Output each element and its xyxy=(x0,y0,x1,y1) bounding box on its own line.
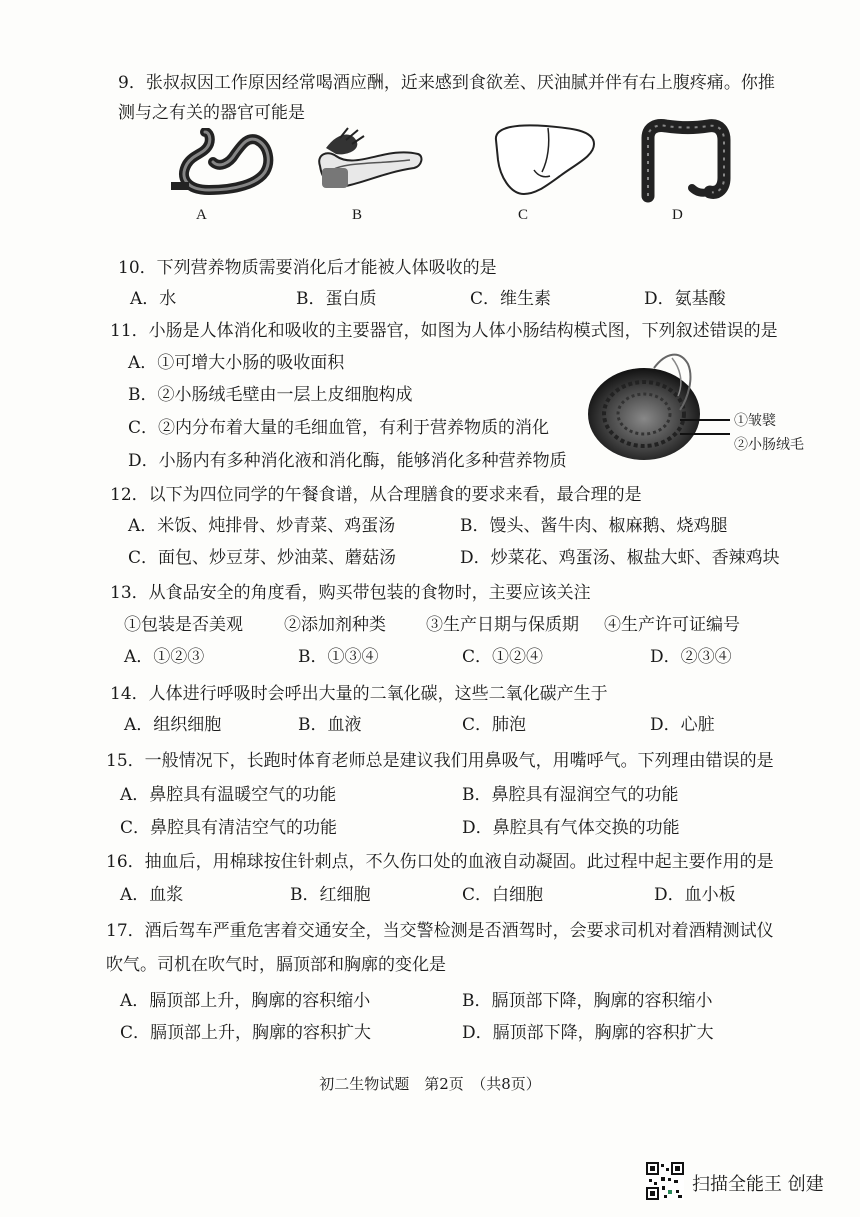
label-plicae: ①皱襞 xyxy=(734,414,776,429)
q11-option-a: A．①可增大小肠的吸收面积 xyxy=(128,353,345,373)
q14-stem: 14．人体进行呼吸时会呼出大量的二氧化碳，这些二氧化碳产生于 xyxy=(110,684,608,704)
label-villi: ②小肠绒毛 xyxy=(734,438,804,453)
q17-option-a: A．膈顶部上升，胸廓的容积缩小 xyxy=(120,991,371,1011)
q10-option-b: B．蛋白质 xyxy=(296,289,377,309)
q14-option-c: C．肺泡 xyxy=(462,715,527,735)
q11-stem: 11．小肠是人体消化和吸收的主要器官，如图为人体小肠结构模式图，下列叙述错误的是 xyxy=(110,321,778,341)
q16-option-c: C．白细胞 xyxy=(462,885,544,905)
q11-option-c: C．②内分布着大量的毛细血管，有利于营养物质的消化 xyxy=(128,418,550,438)
q15-option-d: D．鼻腔具有气体交换的功能 xyxy=(462,818,680,838)
q16-option-b: B．红细胞 xyxy=(290,885,371,905)
q17-stem-line1: 17．酒后驾车严重危害着交通安全，当交警检测是否酒驾时，会要求司机对着酒精测试仪 xyxy=(106,921,774,941)
qr-code-icon xyxy=(646,1162,684,1200)
q16-option-a: A．血浆 xyxy=(120,885,184,905)
q9-stem-line1: 9．张叔叔因工作原因经常喝酒应酬，近来感到食欲差、厌油腻并伴有右上腹疼痛。你推 xyxy=(118,73,775,93)
page-footer: 初二生物试题 第2页 （共8页） xyxy=(319,1075,541,1093)
q15-option-b: B．鼻腔具有湿润空气的功能 xyxy=(462,785,679,805)
q12-option-a: A．米饭、炖排骨、炒青菜、鸡蛋汤 xyxy=(128,516,396,536)
q9-label-d: D xyxy=(672,207,683,223)
pointer-lines xyxy=(680,412,730,442)
q13-item-1: ①包装是否美观 xyxy=(124,615,243,635)
q16-stem: 16．抽血后，用棉球按住针刺点，不久伤口处的血液自动凝固。此过程中起主要作用的是 xyxy=(106,852,774,872)
q17-option-c: C．膈顶部上升，胸廓的容积扩大 xyxy=(120,1023,372,1043)
q14-option-a: A．组织细胞 xyxy=(124,715,222,735)
q17-option-d: D．膈顶部下降，胸廓的容积扩大 xyxy=(462,1023,714,1043)
q10-option-a: A．水 xyxy=(130,289,177,309)
pancreas-icon xyxy=(306,126,426,196)
q13-option-d: D．②③④ xyxy=(650,647,732,667)
q15-option-a: A．鼻腔具有温暖空气的功能 xyxy=(120,785,337,805)
q17-stem-line2: 吹气。司机在吹气时，膈顶部和胸廓的变化是 xyxy=(106,955,446,975)
q11-option-b: B．②小肠绒毛壁由一层上皮细胞构成 xyxy=(128,385,413,405)
q13-item-3: ③生产日期与保质期 xyxy=(426,615,579,635)
q10-option-d: D．氨基酸 xyxy=(644,289,726,309)
q12-option-c: C．面包、炒豆芽、炒油菜、蘑菇汤 xyxy=(128,548,397,568)
q9-label-a: A xyxy=(196,207,207,223)
q12-stem: 12．以下为四位同学的午餐食谱，从合理膳食的要求来看，最合理的是 xyxy=(110,485,642,505)
scanner-watermark xyxy=(646,1162,846,1202)
q13-stem: 13．从食品安全的角度看，购买带包装的食物时，主要应该关注 xyxy=(110,583,591,603)
stomach-icon xyxy=(165,128,275,200)
q12-option-d: D．炒菜花、鸡蛋汤、椒盐大虾、香辣鸡块 xyxy=(460,548,780,568)
q10-option-c: C．维生素 xyxy=(470,289,552,309)
q13-option-b: B．①③④ xyxy=(298,647,379,667)
q13-option-a: A．①②③ xyxy=(124,647,205,667)
q14-option-d: D．心脏 xyxy=(650,715,715,735)
q15-stem: 15．一般情况下，长跑时体育老师总是建议我们用鼻吸气，用嘴呼气。下列理由错误的是 xyxy=(106,751,774,771)
q13-item-4: ④生产许可证编号 xyxy=(604,615,740,635)
q16-option-d: D．血小板 xyxy=(654,885,736,905)
q12-option-b: B．馒头、酱牛肉、椒麻鹅、烧鸡腿 xyxy=(460,516,728,536)
q13-item-2: ②添加剂种类 xyxy=(284,615,386,635)
q17-option-b: B．膈顶部下降，胸廓的容积缩小 xyxy=(462,991,713,1011)
q15-option-c: C．鼻腔具有清洁空气的功能 xyxy=(120,818,338,838)
small-intestine-icon xyxy=(584,348,710,464)
q11-option-d: D．小肠内有多种消化液和消化酶，能够消化多种营养物质 xyxy=(128,451,567,471)
liver-icon xyxy=(490,120,600,200)
q10-stem: 10．下列营养物质需要消化后才能被人体吸收的是 xyxy=(118,258,497,278)
q14-option-b: B．血液 xyxy=(298,715,362,735)
q9-label-b: B xyxy=(352,207,363,223)
watermark-text: 扫描全能王 创建 xyxy=(692,1174,824,1195)
large-intestine-icon xyxy=(636,118,732,204)
q9-label-c: C xyxy=(518,207,529,223)
q13-option-c: C．①②④ xyxy=(462,647,544,667)
q9-stem-line2: 测与之有关的器官可能是 xyxy=(118,103,305,123)
